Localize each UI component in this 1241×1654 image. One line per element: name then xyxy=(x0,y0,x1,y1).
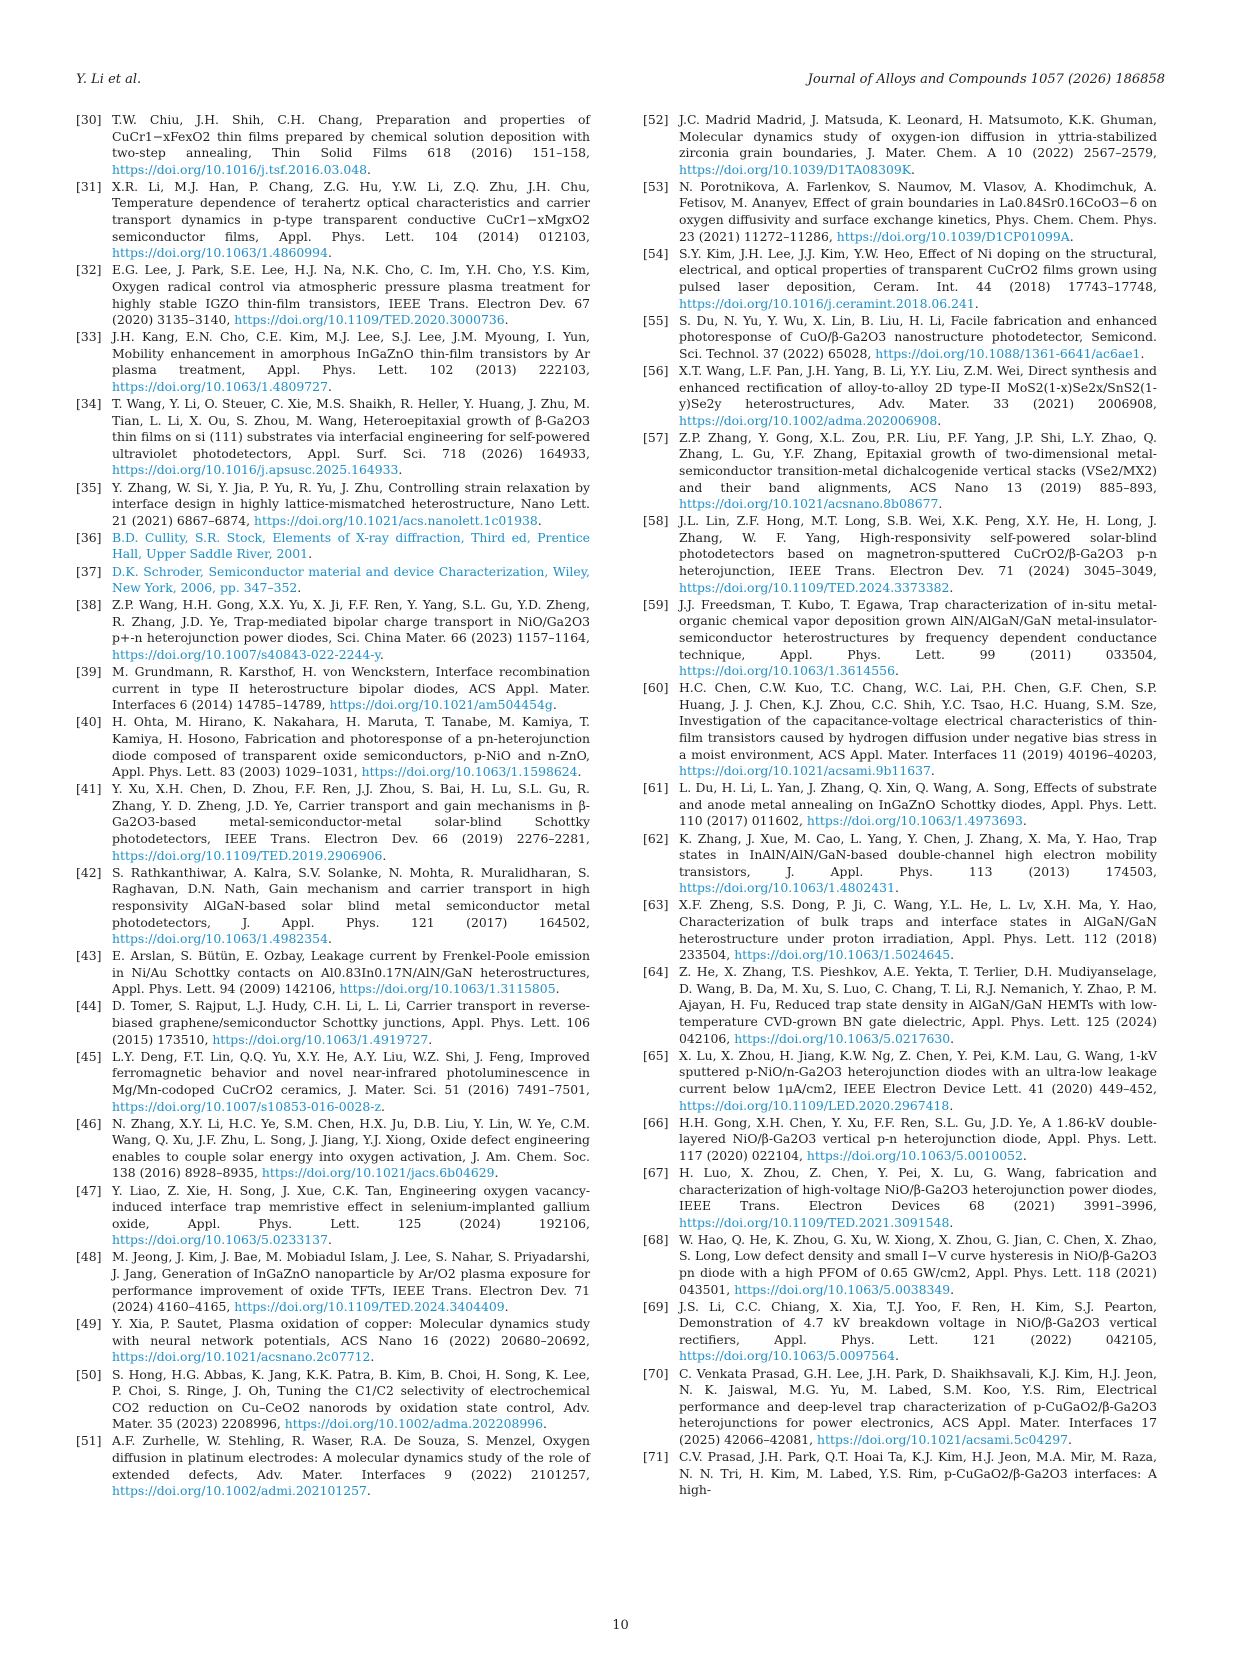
references-right-column xyxy=(643,112,1157,1499)
reference-number: [53] xyxy=(643,178,669,194)
reference-item xyxy=(643,1449,1157,1499)
reference-tail: . xyxy=(366,161,371,177)
reference-item xyxy=(643,1232,1157,1298)
reference-link[interactable]: https://doi.org/10.1063/1.1598624 xyxy=(361,764,578,780)
reference-link[interactable]: https://doi.org/10.1063/1.4982354 xyxy=(112,931,328,947)
reference-tail: . xyxy=(894,880,899,896)
reference-text: E.G. Lee, J. Park, S.E. Lee, H.J. Na, N.K. Cho, C. Im, Y.H. Cho, Y.S. Kim, Oxygen radical control via atmospheric pressure plasma treatment for highly stable IGZO thin-film transistors, IEEE Trans. Electron Dev. 67 (2020) 3135–3140, xyxy=(112,262,590,328)
reference-number: [32] xyxy=(76,262,102,278)
reference-item xyxy=(76,480,590,530)
reference-item xyxy=(643,831,1157,897)
reference-number: [45] xyxy=(76,1048,102,1064)
reference-link[interactable]: https://doi.org/10.1109/TED.2024.3404409 xyxy=(234,1299,505,1315)
reference-number: [71] xyxy=(643,1449,669,1464)
reference-tail: . xyxy=(370,1349,375,1365)
reference-text: N. Zhang, X.Y. Li, H.C. Ye, S.M. Chen, H.X. Ju, D.B. Liu, Y. Lin, W. Ye, C.M. Wang, Q. Xu, J.F. Zhu, L. Song, J. Jiang, Y.J. Xiong, Oxide defect engineering enables to couple solar energy into oxygen activation, J. Am. Chem. Soc. 138 (2016) 8928–8935, xyxy=(112,1115,590,1181)
reference-text: S.Y. Kim, J.H. Lee, J.J. Kim, Y.W. Heo, Effect of Ni doping on the structural, electrical, and optical properties of transparent CuCrO2 films grown using pulsed laser deposition, Ceram. Int. 44 (2018) 17743–17748, xyxy=(679,245,1157,294)
reference-link[interactable]: https://doi.org/10.1021/acs.nanolett.1c01938 xyxy=(253,512,538,528)
reference-link[interactable]: https://doi.org/10.1002/admi.202101257 xyxy=(112,1483,367,1499)
reference-text: M. Grundmann, R. Karsthof, H. von Wenckstern, Interface recombination current in type II heterostructure bipolar diodes, ACS Appl. Mater. Interfaces 6 (2014) 14785–14789, xyxy=(112,664,590,713)
reference-item xyxy=(643,112,1157,178)
reference-tail: . xyxy=(930,763,935,779)
reference-number: [55] xyxy=(643,312,669,328)
reference-number: [43] xyxy=(76,948,102,964)
reference-text: S. Du, N. Yu, Y. Wu, X. Lin, B. Liu, H. Li, Facile fabrication and enhanced photoresponse of CuO/β-Ga2O3 nanostructure photodetector, Semicond. Sci. Technol. 37 (2022) 65028, xyxy=(679,312,1157,361)
reference-number: [58] xyxy=(643,513,669,529)
reference-number: [40] xyxy=(76,714,102,730)
reference-number: [46] xyxy=(76,1115,102,1131)
reference-item xyxy=(643,313,1157,363)
reference-tail: . xyxy=(327,379,332,394)
reference-link[interactable]: https://doi.org/10.1063/5.0097564 xyxy=(679,1348,895,1364)
reference-item xyxy=(643,1115,1157,1165)
reference-link[interactable]: https://doi.org/10.1039/D1TA08309K xyxy=(679,161,911,177)
reference-number: [35] xyxy=(76,479,102,495)
reference-tail: . xyxy=(949,1214,954,1230)
reference-item xyxy=(643,1048,1157,1114)
reference-text: Y. Zhang, W. Si, Y. Jia, P. Yu, R. Yu, J. Zhu, Controlling strain relaxation by interface design in highly lattice-mismatched heterostructure, Nano Lett. 21 (2021) 6867–6874, xyxy=(112,479,590,528)
reference-number: [62] xyxy=(643,830,669,846)
reference-number: [47] xyxy=(76,1182,102,1198)
reference-tail: . xyxy=(308,546,313,562)
reference-tail: . xyxy=(555,981,560,997)
reference-text: J.H. Kang, E.N. Cho, C.E. Kim, M.J. Lee, S.J. Lee, J.M. Myoung, I. Yun, Mobility enhancement in amorphous InGaZnO thin-film transistors by Ar plasma treatment, Appl. Phys. Lett. 102 (2013) 222103, xyxy=(112,329,590,378)
reference-number: [34] xyxy=(76,396,102,412)
reference-item xyxy=(76,564,590,597)
reference-text: Y. Liao, Z. Xie, H. Song, J. Xue, C.K. Tan, Engineering oxygen vacancy-induced interface trap memristive effect in selenium-implanted gallium oxide, Appl. Phys. Lett. 125 (2024) 192106, xyxy=(112,1182,590,1231)
reference-link[interactable]: https://doi.org/10.1109/TED.2024.3373382 xyxy=(679,579,950,595)
reference-text: H.C. Chen, C.W. Kuo, T.C. Chang, W.C. Lai, P.H. Chen, G.F. Chen, S.P. Huang, J. J. Chen, K.J. Zhou, C.C. Shih, Y.C. Tsao, H.C. Huang, S.M. Sze, Investigation of the capacitance-voltage electrical characteristics of thin-film transistors caused by hydrogen diffusion under negative bias stress in a moist environment, ACS Appl. Mater. Interfaces 11 (2019) 40196–40203, xyxy=(679,680,1157,762)
reference-tail: . xyxy=(950,947,955,963)
reference-item xyxy=(643,363,1157,429)
reference-item xyxy=(76,597,590,663)
reference-link[interactable]: https://doi.org/10.1039/D1CP01099A xyxy=(836,228,1070,244)
reference-item xyxy=(643,430,1157,513)
reference-item xyxy=(76,112,590,178)
reference-text: A.F. Zurhelle, W. Stehling, R. Waser, R.A. De Souza, S. Menzel, Oxygen diffusion in platinum electrodes: A molecular dynamics study of the role of extended defects, Adv. Mater. Interfaces 9 (2022) 2101257, xyxy=(112,1433,590,1482)
reference-text: Z.P. Zhang, Y. Gong, X.L. Zou, P.R. Liu, P.F. Yang, J.P. Shi, L.Y. Zhao, Q. Zhang, L. Gu, Y.F. Zhang, Epitaxial growth of two-dimensional metal-semiconductor transition-metal dichalcogenide vertical stacks (VSe2/MX2) and their band alignments, ACS Nano 13 (2019) 885–893, xyxy=(679,429,1157,495)
reference-tail: . xyxy=(974,295,979,311)
reference-link[interactable]: https://doi.org/10.1007/s40843-022-2244-y xyxy=(112,647,380,662)
reference-item xyxy=(76,1116,590,1182)
reference-number: [36] xyxy=(76,529,102,545)
reference-number: [56] xyxy=(643,362,669,378)
reference-tail: . xyxy=(537,512,542,528)
reference-item xyxy=(76,530,590,563)
reference-number: [41] xyxy=(76,781,102,797)
reference-link[interactable]: https://doi.org/10.1016/j.apsusc.2025.164933 xyxy=(112,462,399,478)
reference-tail: . xyxy=(950,1281,955,1297)
reference-item xyxy=(76,1183,590,1249)
reference-number: [37] xyxy=(76,563,102,579)
reference-item xyxy=(643,513,1157,596)
reference-tail: . xyxy=(297,580,302,596)
reference-tail: . xyxy=(366,1483,371,1499)
reference-link[interactable]: https://doi.org/10.1002/adma.202006908 xyxy=(679,412,938,428)
reference-text: X.T. Wang, L.F. Pan, J.H. Yang, B. Li, Y.Y. Liu, Z.M. Wei, Direct synthesis and enhanced rectification of alloy-to-alloy 2D type-II MoS2(1-x)Se2x/SnS2(1-y)Se2y heterostructures, Adv. Mater. 33 (2021) 2006908, xyxy=(679,362,1157,412)
reference-number: [42] xyxy=(76,864,102,880)
reference-item xyxy=(76,714,590,780)
reference-tail: . xyxy=(381,1098,385,1114)
reference-text: C. Venkata Prasad, G.H. Lee, J.H. Park, D. Shaikhsavali, K.J. Kim, H.J. Jeon, N. K. Jaiswal, M.G. Yu, M. Labed, S.M. Koo, Y.S. Rim, Electrical performance and deep-level trap characterization of p-CuGaO2/β-Ga2O3 heterojunctions for power electronics, ACS Appl. Mater. Interfaces 17 (2025) 42066–42081, xyxy=(679,1365,1157,1447)
reference-text: Z.P. Wang, H.H. Gong, X.X. Yu, X. Ji, F.F. Ren, Y. Yang, S.L. Gu, Y.D. Zheng, R. Zhang, J.D. Ye, Trap-mediated bipolar charge transport in NiO/Ga2O3 p+-n heterojunction power diodes, Sci. China Mater. 66 (2023) 1157–1164, xyxy=(112,597,590,646)
reference-item xyxy=(76,1316,590,1366)
reference-item xyxy=(643,179,1157,245)
reference-text: M. Jeong, J. Kim, J. Bae, M. Mobiadul Islam, J. Lee, S. Nahar, S. Priyadarshi, J. Jang, Generation of InGaZnO nanoparticle by Ar/O2 plasma exposure for performance improvement of oxide TFTs, IEEE Trans. Electron Dev. 71 (2024) 4160–4165, xyxy=(112,1249,590,1315)
reference-item xyxy=(643,964,1157,1047)
reference-text: H. Ohta, M. Hirano, K. Nakahara, H. Maruta, T. Tanabe, M. Kamiya, T. Kamiya, H. Hosono, Fabrication and photoresponse of a pn-heterojunction diode composed of transparent oxide semiconductors, p-NiO and n-ZnO, Appl. Phys. Lett. 83 (2003) 1029–1031, xyxy=(112,714,590,780)
reference-item xyxy=(76,262,590,328)
reference-item xyxy=(76,865,590,948)
reference-link[interactable]: https://doi.org/10.1021/acsami.9b11637 xyxy=(679,763,931,779)
reference-tail: . xyxy=(949,1097,954,1113)
reference-text: W. Hao, Q. He, K. Zhou, G. Xu, W. Xiong, X. Zhou, G. Jian, C. Chen, X. Zhao, S. Long, Low defect density and small I−V curve hysteresis in NiO/β-Ga2O3 pn diode with a high PFOM of 0.65 GW/cm2, Appl. Phys. Lett. 118 (2021) 043501, xyxy=(679,1231,1157,1297)
reference-item xyxy=(76,664,590,714)
reference-number: [44] xyxy=(76,998,102,1014)
reference-text: J.J. Freedsman, T. Kubo, T. Egawa, Trap characterization of in-situ metal-organic chemical vapor deposition grown AlN/AlGaN/GaN metal-insulator-semiconductor heterostructures by frequency dependent conductance technique, Appl. Phys. Lett. 99 (2011) 033504, xyxy=(679,596,1157,662)
reference-number: [50] xyxy=(76,1366,102,1382)
reference-tail: . xyxy=(1067,1431,1072,1447)
page-number: 10 xyxy=(612,1618,629,1633)
reference-link[interactable]: https://doi.org/10.1063/5.0038349 xyxy=(734,1281,951,1297)
reference-item xyxy=(76,1433,590,1499)
reference-tail: . xyxy=(894,663,899,679)
reference-tail: . xyxy=(327,931,332,947)
reference-number: [59] xyxy=(643,596,669,612)
reference-item xyxy=(76,329,590,395)
reference-item xyxy=(76,1249,590,1315)
reference-link[interactable]: https://doi.org/10.1109/TED.2019.2906906 xyxy=(112,847,383,863)
reference-text: H.H. Gong, X.H. Chen, Y. Xu, F.F. Ren, S.L. Gu, J.D. Ye, A 1.86-kV double-layered NiO/β-Ga2O3 vertical p-n heterojunction diode, Appl. Phys. Lett. 117 (2020) 022104, xyxy=(679,1114,1157,1163)
reference-tail: . xyxy=(950,1030,955,1046)
reference-link[interactable]: https://doi.org/10.1063/5.0010052 xyxy=(806,1147,1023,1163)
reference-text: J.S. Li, C.C. Chiang, X. Xia, T.J. Yoo, F. Ren, H. Kim, S.J. Pearton, Demonstration of 4.7 kV breakdown voltage in NiO/β-Ga2O3 vertical rectifiers, Appl. Phys. Lett. 121 (2022) 042105, xyxy=(679,1298,1157,1347)
reference-text: S. Hong, H.G. Abbas, K. Jang, K.K. Patra, B. Kim, B. Choi, H. Song, K. Lee, P. Choi, S. Ringe, J. Oh, Tuning the C1/C2 selectivity of electrochemical CO2 reduction on Cu–CeO2 nanorods by oxidation state control, Adv. Mater. 35 (2023) 2208996, xyxy=(112,1366,590,1432)
reference-number: [63] xyxy=(643,897,669,913)
reference-tail: . xyxy=(327,1232,332,1248)
reference-number: [52] xyxy=(643,112,669,127)
reference-text: Y. Xu, X.H. Chen, D. Zhou, F.F. Ren, J.J. Zhou, S. Bai, H. Lu, S.L. Gu, R. Zhang, Y. D. Zheng, J.D. Ye, Carrier transport and gain mechanisms in β-Ga2O3-based metal-semiconductor-metal solar-blind Schottky photodetectors, IEEE Trans. Electron Dev. 66 (2019) 2276–2281, xyxy=(112,781,590,847)
reference-number: [49] xyxy=(76,1316,102,1332)
reference-text: J.L. Lin, Z.F. Hong, M.T. Long, S.B. Wei, X.K. Peng, X.Y. He, H. Long, J. Zhang, W. F. Yang, High-responsivity self-powered solar-blind photodetectors based on magnetron-sputtered CuCrO2/β-Ga2O3 p-n heterojunction, IEEE Trans. Electron Dev. 71 (2024) 3045–3049, xyxy=(679,513,1157,579)
reference-item xyxy=(76,1049,590,1115)
reference-link[interactable]: https://doi.org/10.1109/TED.2021.3091548 xyxy=(679,1214,950,1230)
reference-link[interactable]: https://doi.org/10.1088/1361-6641/ac6ae1 xyxy=(875,345,1141,361)
reference-number: [48] xyxy=(76,1249,102,1265)
running-head xyxy=(76,72,1165,92)
reference-tail: . xyxy=(382,847,387,863)
reference-text: X.R. Li, M.J. Han, P. Chang, Z.G. Hu, Y.W. Li, Z.Q. Zhu, J.H. Chu, Temperature dependence of terahertz optical characteristics and carrier transport dynamics in p-type transparent conductive CuCr1−xMgxO2 semiconductor films, Appl. Phys. Lett. 104 (2014) 012103, xyxy=(112,178,590,244)
reference-item xyxy=(76,396,590,479)
reference-number: [31] xyxy=(76,178,102,194)
reference-number: [60] xyxy=(643,680,669,696)
reference-text: N. Porotnikova, A. Farlenkov, S. Naumov, M. Vlasov, A. Khodimchuk, A. Fetisov, M. Ananyev, Effect of grain boundaries in La0.84Sr0.16CoO3−δ on oxygen diffusivity and surface exchange kinetics, Phys. Chem. Chem. Phys. 23 (2021) 11272–11286, xyxy=(679,178,1157,244)
reference-tail: . xyxy=(1022,813,1027,829)
reference-tail: . xyxy=(1140,345,1145,361)
reference-link[interactable]: https://doi.org/10.1021/am504454g xyxy=(329,697,553,713)
reference-text: X.F. Zheng, S.S. Dong, P. Ji, C. Wang, Y.L. He, L. Lv, X.H. Ma, Y. Hao, Characterization of bulk traps and interface states in AlGaN/GaN heterostructure under proton irradiation, Appl. Phys. Lett. 112 (2018) 233504, xyxy=(679,897,1157,963)
reference-link[interactable]: https://doi.org/10.1063/5.0217630 xyxy=(734,1030,951,1046)
reference-link[interactable]: https://doi.org/10.1063/1.3115805 xyxy=(339,981,556,997)
reference-link[interactable]: https://doi.org/10.1109/LED.2020.2967418 xyxy=(679,1097,950,1113)
reference-item xyxy=(76,1367,590,1433)
reference-item xyxy=(643,246,1157,312)
reference-tail: . xyxy=(379,647,384,662)
reference-number: [68] xyxy=(643,1231,669,1247)
reference-tail: . xyxy=(398,462,403,478)
reference-number: [38] xyxy=(76,597,102,613)
reference-link[interactable]: https://doi.org/10.1016/j.ceramint.2018.06.241 xyxy=(679,295,975,311)
references-left-column xyxy=(76,112,590,1500)
reference-tail: . xyxy=(1069,228,1074,244)
reference-text: H. Luo, X. Zhou, Z. Chen, Y. Pei, X. Lu, G. Wang, fabrication and characterization of high-voltage NiO/β-Ga2O3 heterojunction power diodes, IEEE Trans. Electron Devices 68 (2021) 3991–3996, xyxy=(679,1164,1157,1214)
reference-link[interactable]: https://doi.org/10.1109/TED.2020.3000736 xyxy=(234,312,505,328)
reference-tail: . xyxy=(937,412,942,428)
reference-number: [61] xyxy=(643,780,669,796)
reference-link[interactable]: https://doi.org/10.1021/jacs.6b04629 xyxy=(261,1165,495,1181)
reference-number: [66] xyxy=(643,1114,669,1130)
reference-item xyxy=(643,897,1157,963)
reference-link[interactable]: D.K. Schroder, Semiconductor material and device Characterization, Wiley, New York, 2006, pp. 347–352 xyxy=(112,563,590,596)
reference-text: J.C. Madrid Madrid, J. Matsuda, K. Leonard, H. Matsumoto, K.K. Ghuman, Molecular dynamics study of oxygen-ion diffusion in yttria-stabilized zirconia grain boundaries, J. Mater. Chem. A 10 (2022) 2567–2579, xyxy=(679,112,1157,161)
reference-link[interactable]: https://doi.org/10.1002/adma.202208996 xyxy=(284,1416,544,1432)
reference-link[interactable]: https://doi.org/10.1063/5.0233137 xyxy=(112,1232,328,1248)
reference-text: Y. Xia, P. Sautet, Plasma oxidation of copper: Molecular dynamics study with neural network potentials, ACS Nano 16 (2022) 20680–20692, xyxy=(112,1316,590,1348)
reference-link[interactable]: B.D. Cullity, S.R. Stock, Elements of X-ray diffraction, Third ed, Prentice Hall, Upper Saddle River, 2001 xyxy=(112,529,590,562)
reference-number: [51] xyxy=(76,1433,102,1449)
reference-item xyxy=(76,781,590,864)
reference-item xyxy=(643,1165,1157,1231)
reference-item xyxy=(643,780,1157,830)
reference-tail: . xyxy=(327,245,332,261)
reference-item xyxy=(643,597,1157,680)
reference-number: [39] xyxy=(76,664,102,680)
running-head-journal: Journal of Alloys and Compounds 1057 (2026) 186858 xyxy=(807,72,1165,87)
reference-link[interactable]: https://doi.org/10.1063/1.5024645 xyxy=(734,947,951,963)
reference-tail: . xyxy=(504,1299,509,1315)
reference-tail: . xyxy=(894,1348,899,1364)
reference-link[interactable]: https://doi.org/10.1021/acsnano.8b08677 xyxy=(679,496,939,512)
reference-link[interactable]: https://doi.org/10.1063/1.4860994 xyxy=(112,245,328,261)
reference-text: K. Zhang, J. Xue, M. Cao, L. Yang, Y. Chen, J. Zhang, X. Ma, Y. Hao, Trap states in InAlN/AlN/GaN-based double-channel high electron mobility transistors, J. Appl. Phys. 113 (2013) 174503, xyxy=(679,830,1157,879)
reference-link[interactable]: https://doi.org/10.1063/1.4919727 xyxy=(212,1031,429,1047)
reference-number: [65] xyxy=(643,1047,669,1063)
reference-tail: . xyxy=(577,764,582,780)
reference-tail: . xyxy=(938,496,943,512)
reference-tail: . xyxy=(1022,1147,1027,1163)
reference-number: [33] xyxy=(76,329,102,345)
reference-link[interactable]: https://doi.org/10.1063/1.4973693 xyxy=(806,813,1023,829)
reference-text: X. Lu, X. Zhou, H. Jiang, K.W. Ng, Z. Chen, Y. Pei, K.M. Lau, G. Wang, 1-kV sputtered p-NiO/n-Ga2O3 heterojunction diodes with an ultra-low leakage current below 1μA/cm2, IEEE Electron Device Lett. 41 (2020) 449–452, xyxy=(679,1047,1157,1096)
reference-link[interactable]: https://doi.org/10.1063/1.4802431 xyxy=(679,880,895,896)
reference-link[interactable]: https://doi.org/10.1021/acsami.5c04297 xyxy=(817,1431,1068,1447)
reference-number: [30] xyxy=(76,112,102,127)
reference-link[interactable]: https://doi.org/10.1007/s10853-016-0028-z xyxy=(112,1098,381,1114)
reference-text: C.V. Prasad, J.H. Park, Q.T. Hoai Ta, K.J. Kim, H.J. Jeon, M.A. Mir, M. Raza, N. N. Tri, H. Kim, M. Labed, Y.S. Rim, p-CuGaO2/β-Ga2O3 interfaces: A high- xyxy=(679,1449,1157,1498)
reference-item xyxy=(643,1366,1157,1449)
reference-link[interactable]: https://doi.org/10.1021/acsnano.2c07712 xyxy=(112,1349,371,1365)
reference-link[interactable]: https://doi.org/10.1063/1.3614556 xyxy=(679,663,895,679)
reference-text: L. Du, H. Li, L. Yan, J. Zhang, Q. Xin, Q. Wang, A. Song, Effects of substrate and anode metal annealing on InGaZnO Schottky diodes, Appl. Phys. Lett. 110 (2017) 011602, xyxy=(679,780,1157,829)
reference-number: [67] xyxy=(643,1164,669,1180)
reference-number: [54] xyxy=(643,245,669,261)
reference-text: Z. He, X. Zhang, T.S. Pieshkov, A.E. Yekta, T. Terlier, D.H. Mudiyanselage, D. Wang, B. Da, M. Xu, S. Luo, C. Chang, T. Li, R.J. Nemanich, Y. Zhao, P. M. Ajayan, H. Fu, Reduced trap state density in AlGaN/GaN HEMTs with low-temperature CVD-grown BN gate dielectric, Appl. Phys. Lett. 125 (2024) 042106, xyxy=(679,964,1157,1046)
reference-tail: . xyxy=(910,161,915,177)
reference-number: [57] xyxy=(643,429,669,445)
reference-item xyxy=(643,1299,1157,1365)
reference-tail: . xyxy=(949,579,954,595)
reference-number: [70] xyxy=(643,1365,669,1381)
reference-text: S. Rathkanthiwar, A. Kalra, S.V. Solanke, N. Mohta, R. Muralidharan, S. Raghavan, D.N. Nath, Gain mechanism and carrier transport in high responsivity AlGaN-based solar blind metal semiconductor metal photodetectors, J. Appl. Phys. 121 (2017) 164502, xyxy=(112,864,590,930)
reference-tail: . xyxy=(428,1031,433,1047)
reference-item xyxy=(76,179,590,262)
reference-item xyxy=(76,998,590,1048)
reference-tail: . xyxy=(552,697,557,713)
reference-link[interactable]: https://doi.org/10.1016/j.tsf.2016.03.048 xyxy=(112,161,367,177)
reference-tail: . xyxy=(543,1416,547,1432)
reference-number: [64] xyxy=(643,964,669,980)
reference-tail: . xyxy=(504,312,509,328)
reference-text: E. Arslan, S. Bütün, E. Ozbay, Leakage current by Frenkel-Poole emission in Ni/Au Schottky contacts on Al0.83In0.17N/AlN/GaN heterostructures, Appl. Phys. Lett. 94 (2009) 142106, xyxy=(112,948,590,997)
reference-tail: . xyxy=(494,1165,499,1181)
reference-item xyxy=(643,680,1157,780)
reference-text: T. Wang, Y. Li, O. Steuer, C. Xie, M.S. Shaikh, R. Heller, Y. Huang, J. Zhu, M. Tian, L. Li, X. Ou, S. Zhou, M. Wang, Heteroepitaxial growth of β-Ga2O3 thin films on si (111) substrates via interfacial engineering for self-powered ultraviolet photodetectors, Appl. Surf. Sci. 718 (2026) 164933, xyxy=(112,396,590,461)
reference-text: D. Tomer, S. Rajput, L.J. Hudy, C.H. Li, L. Li, Carrier transport in reverse-biased graphene/semiconductor Schottky junctions, Appl. Phys. Lett. 106 (2015) 173510, xyxy=(112,998,590,1047)
running-head-author: Y. Li et al. xyxy=(76,72,142,87)
reference-link[interactable]: https://doi.org/10.1063/1.4809727 xyxy=(112,379,328,394)
reference-item xyxy=(76,948,590,998)
reference-text: T.W. Chiu, J.H. Shih, C.H. Chang, Preparation and properties of CuCr1−xFexO2 thin films prepared by chemical solution deposition with two-step annealing, Thin Solid Films 618 (2016) 151–158, xyxy=(112,112,590,161)
reference-number: [69] xyxy=(643,1298,669,1314)
reference-text: L.Y. Deng, F.T. Lin, Q.Q. Yu, X.Y. He, A.Y. Liu, W.Z. Shi, J. Feng, Improved ferromagnetic behavior and novel near-infrared photoluminescence in Mg/Mn-codoped CuCrO2 ceramics, J. Mater. Sci. 51 (2016) 7491–7501, xyxy=(112,1048,590,1097)
